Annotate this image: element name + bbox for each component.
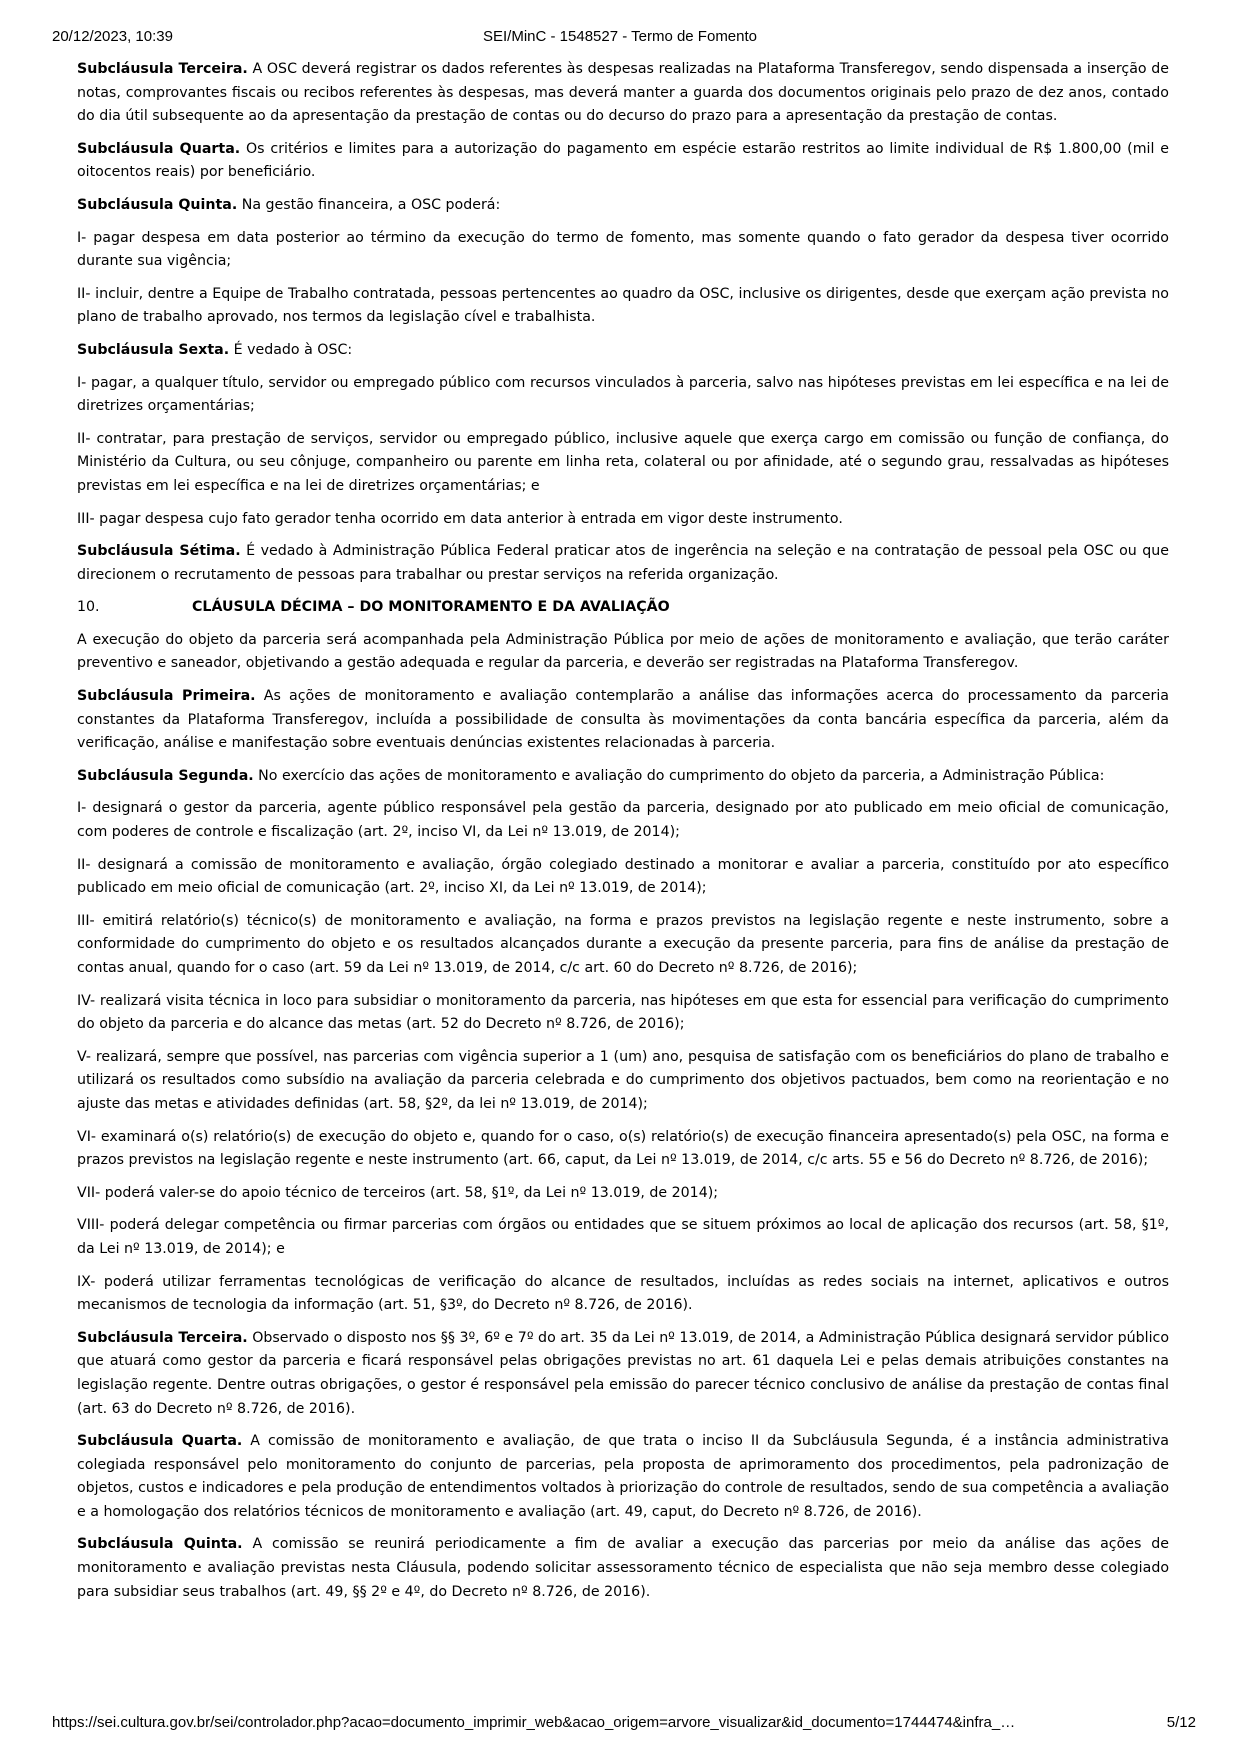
paragraph-text: Os critérios e limites para a autorização do pagamento em espécie estarão restritos ao limite individual de R$ 1.800,00 (mil e oitocentos reais) por beneficiário. bbox=[77, 140, 1169, 181]
paragraph bbox=[77, 685, 1169, 756]
paragraph: V- realizará, sempre que possível, nas parcerias com vigência superior a 1 (um) ano, pesquisa de satisfação com os beneficiários do plano de trabalho e utilizará os resultados como subsídio na avaliação da parceria celebrada e do cumprimento dos objetivos pactuados, bem como na reorientação e no ajuste das metas e atividades definidas (art. 58, §2º, da lei nº 13.019, de 2014); bbox=[77, 1048, 1169, 1112]
paragraph-text: A comissão se reunirá periodicamente a fim de avaliar a execução das parcerias por meio da análise das ações de monitoramento e avaliação previstas nesta Cláusula, podendo solicitar assessoramento técnico de especialista que não seja membro desse colegiado para subsidiar seus trabalhos (art. 49, §§ 2º e 4º, do Decreto nº 8.726, de 2016). bbox=[77, 1536, 1170, 1600]
paragraph-text: No exercício das ações de monitoramento e avaliação do cumprimento do objeto da parceria, a Administração Pública: bbox=[253, 767, 1105, 784]
paragraph: III- emitirá relatório(s) técnico(s) de monitoramento e avaliação, na forma e prazos previstos na legislação regente e neste instrumento, sobre a conformidade do cumprimento do objeto e os resultados alcançados durante a execução da presente parceria, para fins de análise da prestação de contas anual, quando for o caso (art. 59 da Lei nº 13.019, de 2014, c/c art. 60 do Decreto nº 8.726, de 2016); bbox=[77, 912, 1169, 976]
paragraph bbox=[77, 765, 1169, 789]
paragraph: II- designará a comissão de monitoramento e avaliação, órgão colegiado destinado a monitorar e avaliar a parceria, constituído por ato específico publicado em meio oficial de comunicação (art. 2º, inciso XI, da Lei nº 13.019, de 2014); bbox=[77, 856, 1169, 897]
paragraph: IX- poderá utilizar ferramentas tecnológicas de verificação do alcance de resultados, incluídas as redes sociais na internet, aplicativos e outros mecanismos de tecnologia da informação (art. 51, §3º, do Decreto nº 8.726, de 2016). bbox=[77, 1273, 1169, 1314]
paragraph bbox=[77, 1430, 1169, 1524]
document-title: SEI/MinC - 1548527 - Termo de Fomento bbox=[482, 28, 758, 45]
subclause-title: Subcláusula Primeira. bbox=[77, 688, 256, 705]
subclause-title: Subcláusula Quarta. bbox=[77, 140, 241, 157]
paragraph: I- pagar despesa em data posterior ao término da execução do termo de fomento, mas somente quando o fato gerador da despesa tiver ocorrido durante sua vigência; bbox=[77, 229, 1169, 270]
subclause-title: Subcláusula Quinta. bbox=[77, 196, 238, 213]
paragraph bbox=[77, 1327, 1169, 1421]
paragraph: A execução do objeto da parceria será acompanhada pela Administração Pública por meio de ações de monitoramento e avaliação, que terão caráter preventivo e saneador, objetivando a gestão adequada e regular da parceria, e deverão ser registradas na Plataforma Transferegov. bbox=[77, 631, 1169, 672]
subclause-title: Subcláusula Quarta. bbox=[77, 1433, 243, 1450]
page-number: 5/12 bbox=[1166, 1714, 1196, 1731]
paragraph bbox=[77, 58, 1169, 129]
paragraph-text: Observado o disposto nos §§ 3º, 6º e 7º do art. 35 da Lei nº 13.019, de 2014, a Administração Pública designará servidor público que atuará como gestor da parceria e ficará responsável pelas obrigações previstas no art. 61 daquela Lei e pelas demais atribuições constantes na legislação regente. Dentre outras obrigações, o gestor é responsável pela emissão do parecer técnico conclusivo de análise da prestação de contas final (art. 63 do Decreto nº 8.726, de 2016). bbox=[77, 1329, 1170, 1417]
paragraph: VI- examinará o(s) relatório(s) de execução do objeto e, quando for o caso, o(s) relatório(s) de execução financeira apresentado(s) pela OSC, na forma e prazos previstos na legislação regente e neste instrumento (art. 66, caput, da Lei nº 13.019, de 2014, c/c arts. 55 e 56 do Decreto nº 8.726, de 2016); bbox=[77, 1128, 1169, 1169]
subclause-title: Subcláusula Quinta. bbox=[77, 1536, 243, 1553]
paragraph: VIII- poderá delegar competência ou firmar parcerias com órgãos ou entidades que se situem próximos ao local de aplicação dos recursos (art. 58, §1º, da Lei nº 13.019, de 2014); e bbox=[77, 1217, 1169, 1257]
paragraph: II- incluir, dentre a Equipe de Trabalho contratada, pessoas pertencentes ao quadro da OSC, inclusive os dirigentes, desde que exerçam ação prevista no plano de trabalho aprovado, nos termos da legislação cível e trabalhista. bbox=[77, 285, 1169, 326]
paragraph: I- pagar, a qualquer título, servidor ou empregado público com recursos vinculados à parceria, salvo nas hipóteses previstas em lei específica e na lei de diretrizes orçamentárias; bbox=[77, 374, 1169, 415]
subclause-title: Subcláusula Sétima. bbox=[77, 543, 241, 560]
paragraph: VII- poderá valer-se do apoio técnico de terceiros (art. 58, §1º, da Lei nº 13.019, de 2014); bbox=[77, 1184, 719, 1201]
paragraph-text: É vedado à Administração Pública Federal praticar atos de ingerência na seleção e na contratação de pessoal pela OSC ou que direcionem o recrutamento de pessoas para trabalhar ou prestar serviços na referida organização. bbox=[77, 543, 1170, 583]
paragraph: I- designará o gestor da parceria, agente público responsável pela gestão da parceria, designado por ato publicado em meio oficial de comunicação, com poderes de controle e fiscalização (art. 2º, inciso VI, da Lei nº 13.019, de 2014); bbox=[77, 800, 1169, 841]
document-body bbox=[77, 58, 1169, 1613]
paragraph bbox=[77, 1533, 1169, 1604]
paragraph bbox=[77, 540, 1169, 587]
paragraph bbox=[77, 339, 1169, 363]
paragraph-text: As ações de monitoramento e avaliação contemplarão a análise das informações acerca do processamento da parceria constantes da Plataforma Transferegov, incluída a possibilidade de consulta às movimentações da conta bancária específica da parceria, além da verificação, análise e manifestação sobre eventuais denúncias existentes relacionadas à parceria. bbox=[77, 688, 1169, 752]
clause-heading bbox=[77, 596, 1169, 620]
paragraph-text: A comissão de monitoramento e avaliação, de que trata o inciso II da Subcláusula Segunda, é a instância administrativa colegiada responsável pelo monitoramento do conjunto de parcerias, pela proposta de aprimoramento dos procedimentos, pela padronização de objetos, custos e indicadores e pela produção de entendimentos voltados à priorização do controle de resultados, sendo de sua competência a avaliação e a homologação dos relatórios técnicos de monitoramento e avaliação (art. 49, caput, do Decreto nº 8.726, de 2016). bbox=[77, 1433, 1169, 1520]
page-url: https://sei.cultura.gov.br/sei/controlador.php?acao=documento_imprimir_web&acao_origem=arvore_visualizar&id_documento=1744474&infra_… bbox=[52, 1714, 1016, 1731]
subclause-title: Subcláusula Terceira. bbox=[77, 61, 248, 77]
paragraph-text: É vedado à OSC: bbox=[229, 341, 353, 358]
paragraph: II- contratar, para prestação de serviços, servidor ou empregado público, inclusive aquele que exerça cargo em comissão ou função de confiança, do Ministério da Cultura, ou seu cônjuge, companheiro ou parente em linha reta, colateral ou por afinidade, até o segundo grau, ressalvadas as hipóteses previstas em lei específica e na lei de diretrizes orçamentárias; e bbox=[77, 430, 1169, 494]
paragraph: III- pagar despesa cujo fato gerador tenha ocorrido em data anterior à entrada em vigor deste instrumento. bbox=[77, 510, 843, 527]
subclause-title: Subcláusula Segunda. bbox=[77, 767, 254, 784]
subclause-title: Subcláusula Terceira. bbox=[77, 1329, 248, 1346]
subclause-title: Subcláusula Sexta. bbox=[77, 341, 230, 358]
clause-title: CLÁUSULA DÉCIMA – DO MONITORAMENTO E DA AVALIAÇÃO bbox=[192, 599, 670, 616]
paragraph: IV- realizará visita técnica in loco para subsidiar o monitoramento da parceria, nas hipóteses em que esta for essencial para verificação do cumprimento do objeto da parceria e do alcance das metas (art. 52 do Decreto nº 8.726, de 2016); bbox=[77, 992, 1169, 1033]
clause-number: 10. bbox=[77, 599, 100, 616]
paragraph bbox=[77, 194, 1169, 218]
paragraph bbox=[77, 138, 1169, 185]
paragraph-text: A OSC deverá registrar os dados referentes às despesas realizadas na Plataforma Transferegov, sendo dispensada a inserção de notas, comprovantes fiscais ou recibos referentes às despesas, mas deverá manter a guarda dos documentos originais pelo prazo de dez anos, contado do dia útil subsequente ao da apresentação da prestação de contas ou do decurso do prazo para a apresentação da prestação de contas. bbox=[77, 61, 1170, 125]
print-datetime: 20/12/2023, 10:39 bbox=[52, 28, 173, 45]
paragraph-text: Na gestão financeira, a OSC poderá: bbox=[237, 196, 501, 213]
